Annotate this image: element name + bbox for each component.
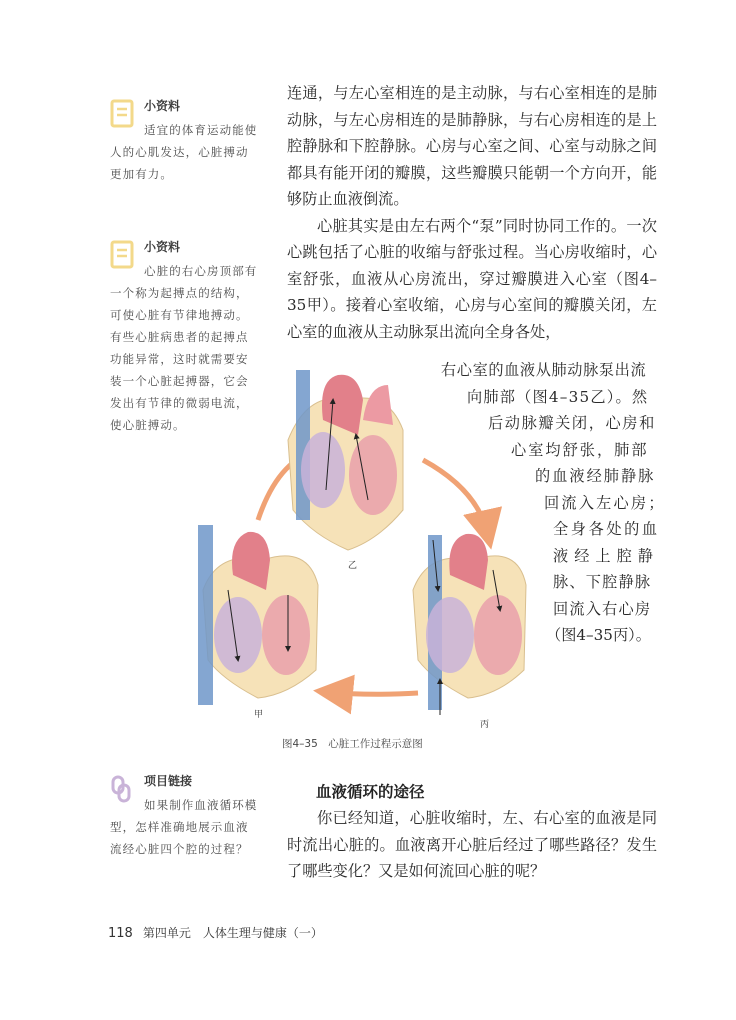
wrapped-text-line: 向肺部（图4–35乙）。然 [467,388,649,406]
note-body: 如果制作血液循环模型，怎样准确地展示血液流经心脏四个腔的过程？ [110,798,258,856]
figure-caption: 图4–35 心脏工作过程示意图 [282,738,423,750]
heart-bing [413,534,526,715]
figure-label-yi: 乙 [348,561,358,571]
heart-cycle-figure [188,360,528,740]
wrapped-text-line: 全身各处的血 [553,520,660,538]
note-body: 适宜的体育运动能使人的心肌发达，心脏搏动更加有力。 [110,123,258,181]
note-title: 小资料 [144,99,181,113]
wrapped-text-line: 的血液经肺静脉 [535,467,656,485]
figure-label-bing: 丙 [480,720,490,730]
wrapped-text-line: 右心室的血液从肺动脉泵出流 [441,361,647,379]
wrapped-text-line: 心室均舒张，肺部 [511,441,649,459]
paragraph: 你已经知道，心脏收缩时，左、右心室的血液是同时流出心脏的。血液离开心脏后经过了哪些路径？发生了哪些变化？又是如何流回心脏的呢？ [287,809,657,880]
cycle-arrow [328,692,418,694]
wrapped-text-line: （图4–35丙）。 [546,626,651,644]
figure-label-jia: 甲 [254,710,264,720]
wrapped-text-line: 回流入右心房 [553,600,652,618]
paragraph: 心脏其实是由左右两个“泵”同时协同工作的。一次心跳包括了心脏的收缩与舒张过程。当心房收缩时，心室舒张，血液从心房流出，穿过瓣膜进入心室（图4–35甲）。接着心室收缩，心房与心室间的瓣膜关闭，左心室的血液从主动脉泵出流向全身各处， [287,216,657,341]
cycle-arrow [423,460,488,535]
note-title: 项目链接 [144,774,193,788]
wrapped-text-line: 后动脉瓣关闭，心房和 [488,414,656,432]
note-body: 心脏的右心房顶部有一个称为起搏点的结构，可使心脏有节律地搏动。有些心脏病患者的起搏点功能异常，这时就需要安装一个心脏起搏器，它会发出有节律的微弱电流，使心脏搏动。 [110,264,258,432]
main-text [287,80,657,345]
page-number: 118 [108,926,133,941]
heart-yi [288,370,403,550]
section-title: 血液循环的途径 [316,783,425,801]
page-footer [108,924,323,941]
heart-jia [198,525,318,705]
wrapped-text-line: 液经上腔静 [553,547,659,565]
paragraph: 连通，与左心室相连的是主动脉，与右心室相连的是肺动脉，与左心房相连的是肺静脉，与右心房相连的是上腔静脉和下腔静脉。心房与心室之间、心室与动脉之间都具有能开闭的瓣膜，这些瓣膜只能朝一个方向开，能够防止血液倒流。 [287,84,657,208]
unit-title: 第四单元 人体生理与健康（一） [142,926,323,940]
heart-diagram [188,360,528,740]
section-text [287,805,657,885]
wrapped-text-line: 回流入左心房； [544,494,666,512]
wrapped-text-line: 脉、下腔静脉 [553,573,652,591]
note-title: 小资料 [144,240,181,254]
